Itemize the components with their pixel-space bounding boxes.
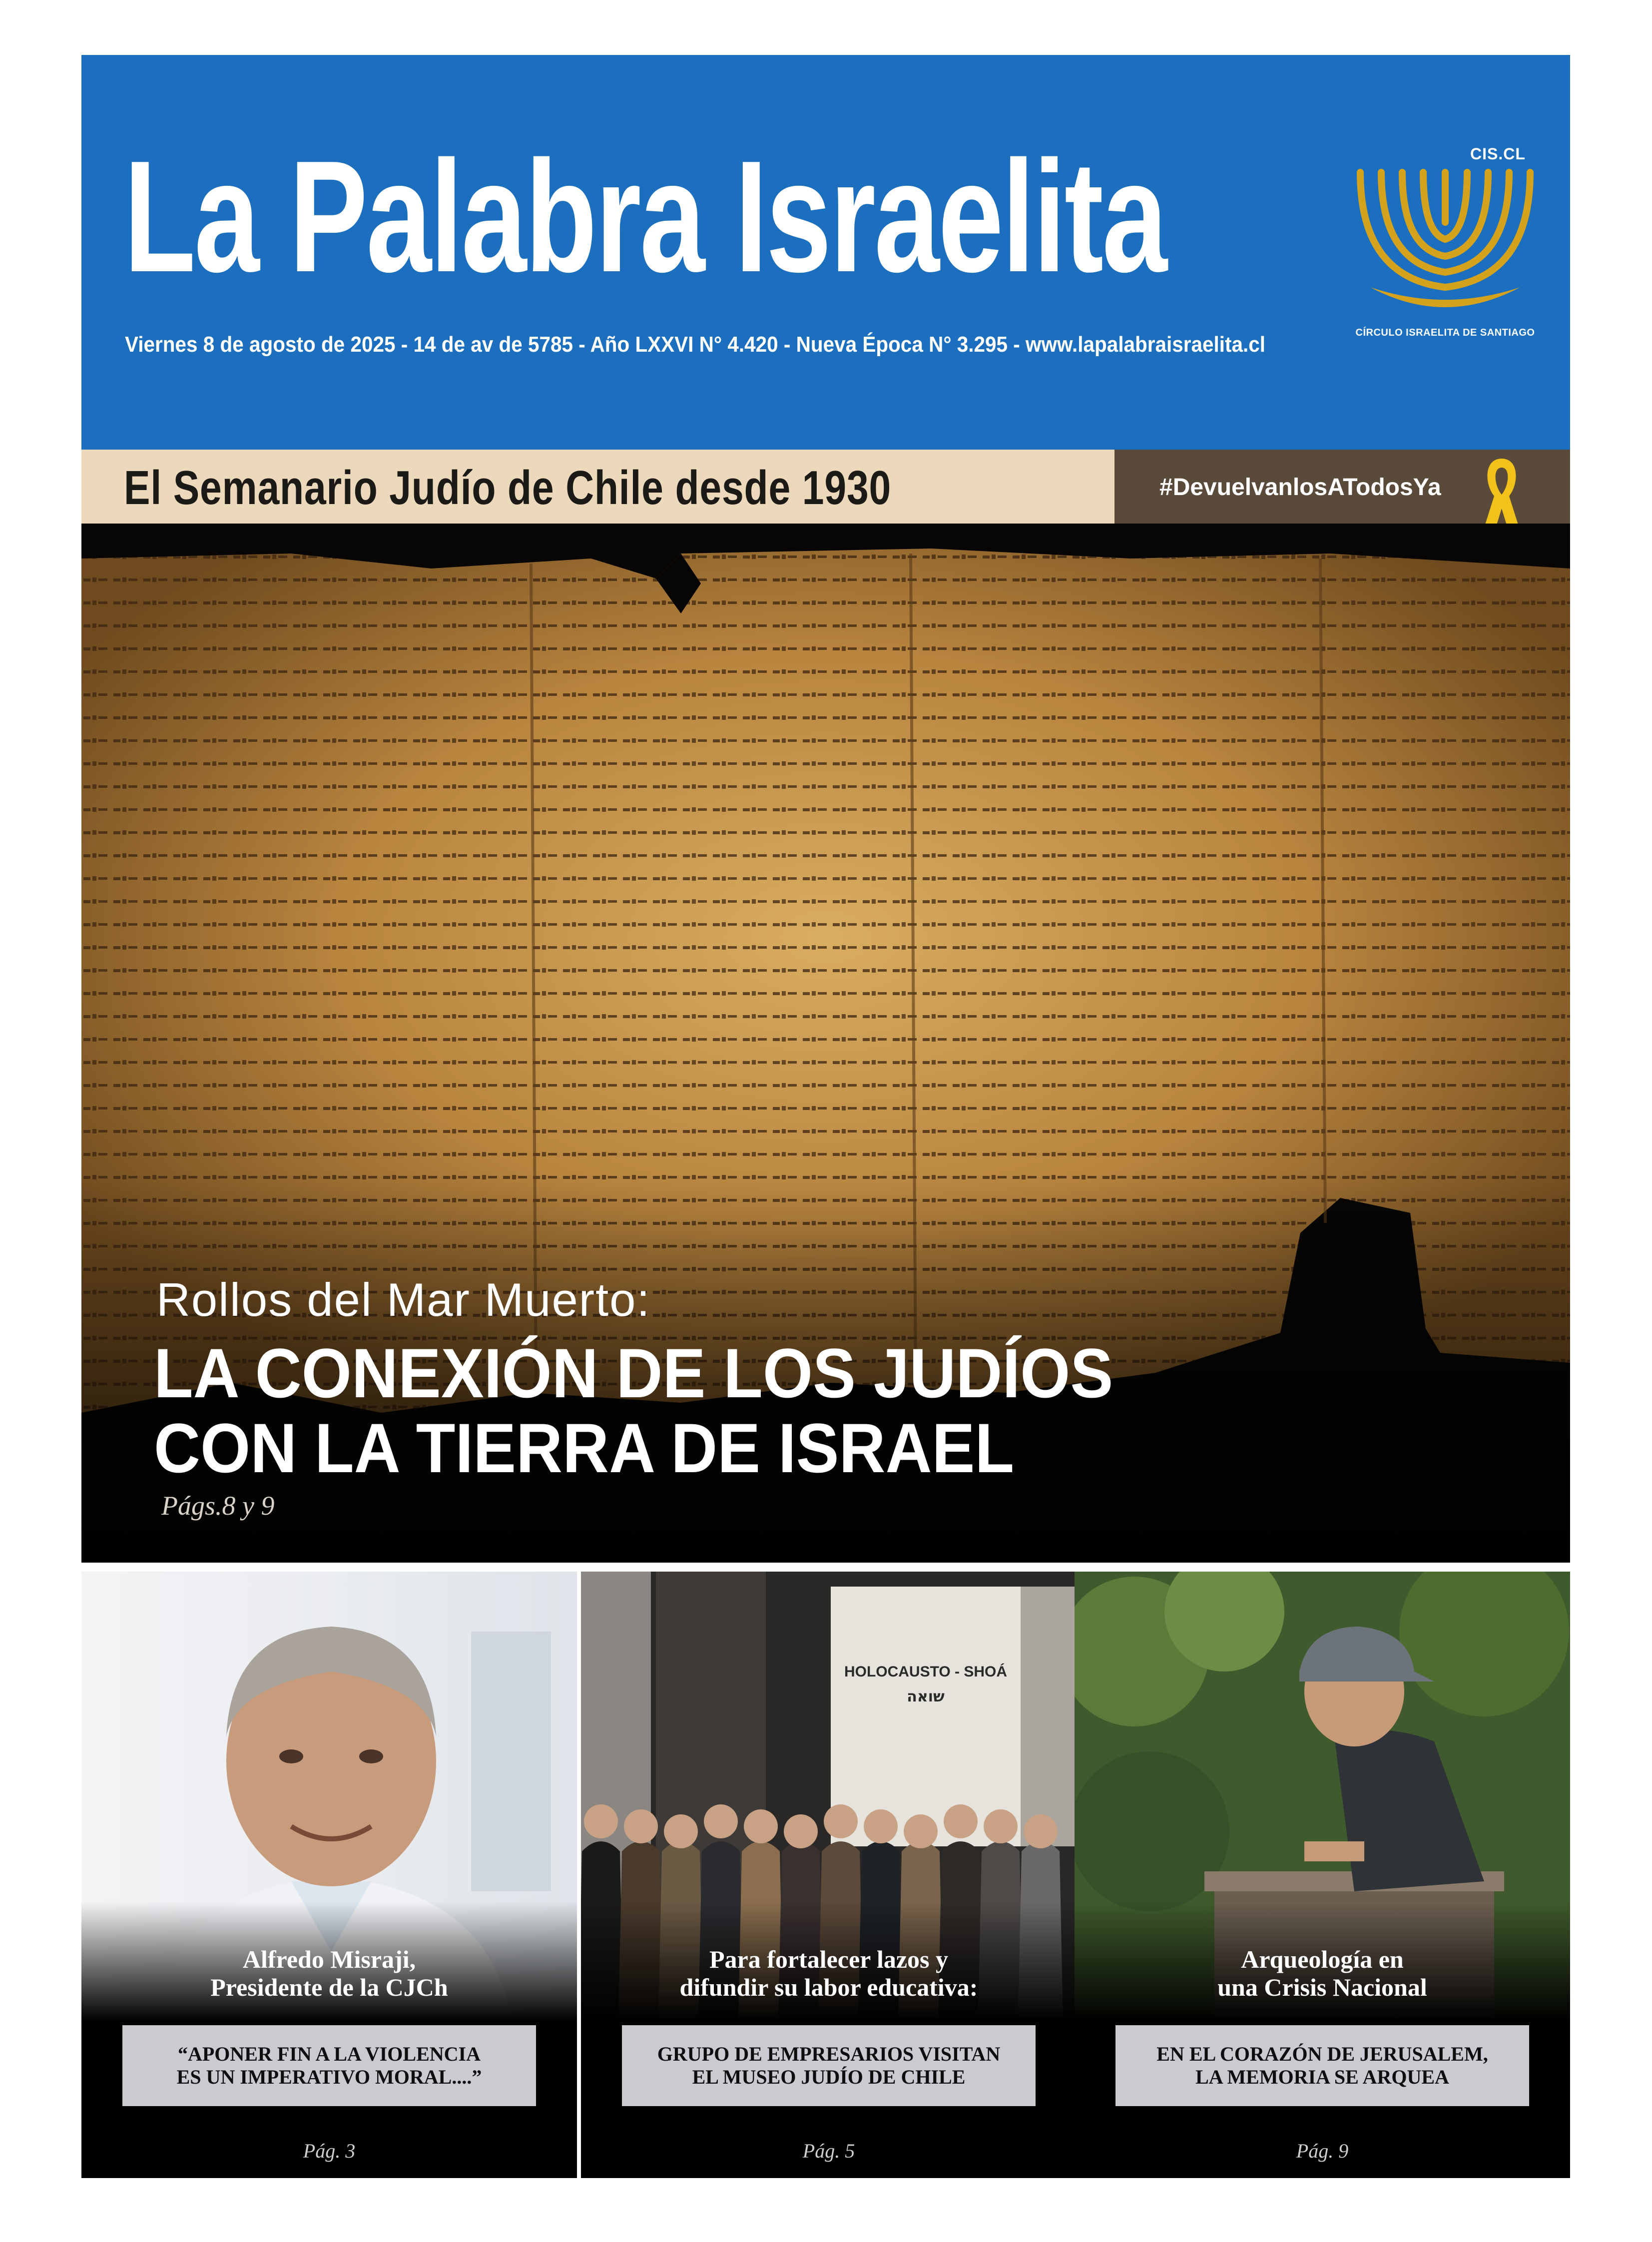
masthead <box>81 55 1570 450</box>
hero-section <box>81 524 1570 1563</box>
headline-line-1: “APONER FIN A LA VIOLENCIA <box>177 2043 481 2065</box>
headline-line-2: LA MEMORIA SE ARQUEA <box>1195 2066 1449 2088</box>
issue-date-line: Viernes 8 de agosto de 2025 - 14 de av de 5785 - Año LXXVI N° 4.420 - Nueva Época N° 3.295 - www.lapalabraisraelita.cl <box>125 332 1266 357</box>
person-head <box>824 1804 858 1838</box>
person-head <box>584 1804 618 1838</box>
person-head <box>704 1804 738 1838</box>
caption-line-1: Arqueología en <box>1241 1945 1404 1973</box>
person-head <box>944 1804 978 1838</box>
story-headline-box <box>1115 2025 1529 2106</box>
person-head <box>1024 1814 1058 1848</box>
person-head <box>984 1809 1018 1843</box>
story-page-ref: Pág. 9 <box>1296 2140 1349 2162</box>
hero-kicker: Rollos del Mar Muerto: <box>156 1273 651 1326</box>
person-head <box>624 1809 658 1843</box>
caption-line-2: Presidente de la CJCh <box>210 1973 448 2001</box>
story-card-arqueologia[interactable] <box>1075 1572 1570 2178</box>
logo-org-name: CÍRCULO ISRAELITA DE SANTIAGO <box>1355 327 1535 338</box>
headline-line-2: ES UN IMPERATIVO MORAL....” <box>176 2066 482 2088</box>
story-headline-box <box>622 2025 1036 2106</box>
hero-page-ref: Págs.8 y 9 <box>161 1491 275 1521</box>
subtitle-band <box>81 450 1114 524</box>
museum-sign-hebrew: שואה <box>907 1688 945 1705</box>
headline-line-1: EN EL CORAZÓN DE JERUSALEM, <box>1156 2043 1488 2065</box>
museum-sign-text: HOLOCAUSTO - SHOÁ <box>844 1664 1008 1680</box>
story-page-ref: Pág. 5 <box>802 2140 855 2162</box>
story-caption <box>81 1945 577 2001</box>
subtitle-text: El Semanario Judío de Chile desde 1930 <box>124 461 892 515</box>
story-card-museo[interactable] <box>581 1572 1077 2178</box>
story-page-ref: Pág. 3 <box>303 2140 356 2162</box>
caption-line-2: una Crisis Nacional <box>1217 1973 1427 2001</box>
story-caption <box>581 1945 1077 2001</box>
caption-line-1: Alfredo Misraji, <box>242 1945 416 1973</box>
person-head <box>744 1809 778 1843</box>
hero-headline-line-1: LA CONEXIÓN DE LOS JUDÍOS <box>154 1334 1113 1412</box>
hero-headline-line-2: CON LA TIERRA DE ISRAEL <box>154 1409 1015 1487</box>
story-caption <box>1075 1945 1570 2001</box>
menorah-logo-icon <box>1350 162 1540 327</box>
story-headline-box <box>122 2025 536 2106</box>
person-head <box>664 1814 698 1848</box>
cis-logo <box>1350 145 1540 350</box>
story-card-misraji[interactable] <box>81 1572 577 2178</box>
person-head <box>784 1814 818 1848</box>
headline-line-1: GRUPO DE EMPRESARIOS VISITAN <box>657 2043 1001 2065</box>
person-head <box>864 1809 898 1843</box>
caption-line-2: difundir su labor educativa: <box>679 1973 978 2001</box>
newspaper-title: La Palabra Israelita <box>124 128 1166 305</box>
caption-line-1: Para fortalecer lazos y <box>709 1945 949 1973</box>
hashtag-text: #DevuelvanlosATodosYa <box>1159 474 1441 501</box>
headline-line-2: EL MUSEO JUDÍO DE CHILE <box>692 2066 966 2088</box>
hashtag-band <box>1114 450 1570 524</box>
logo-site-label: CIS.CL <box>1470 145 1526 163</box>
person-head <box>904 1814 938 1848</box>
